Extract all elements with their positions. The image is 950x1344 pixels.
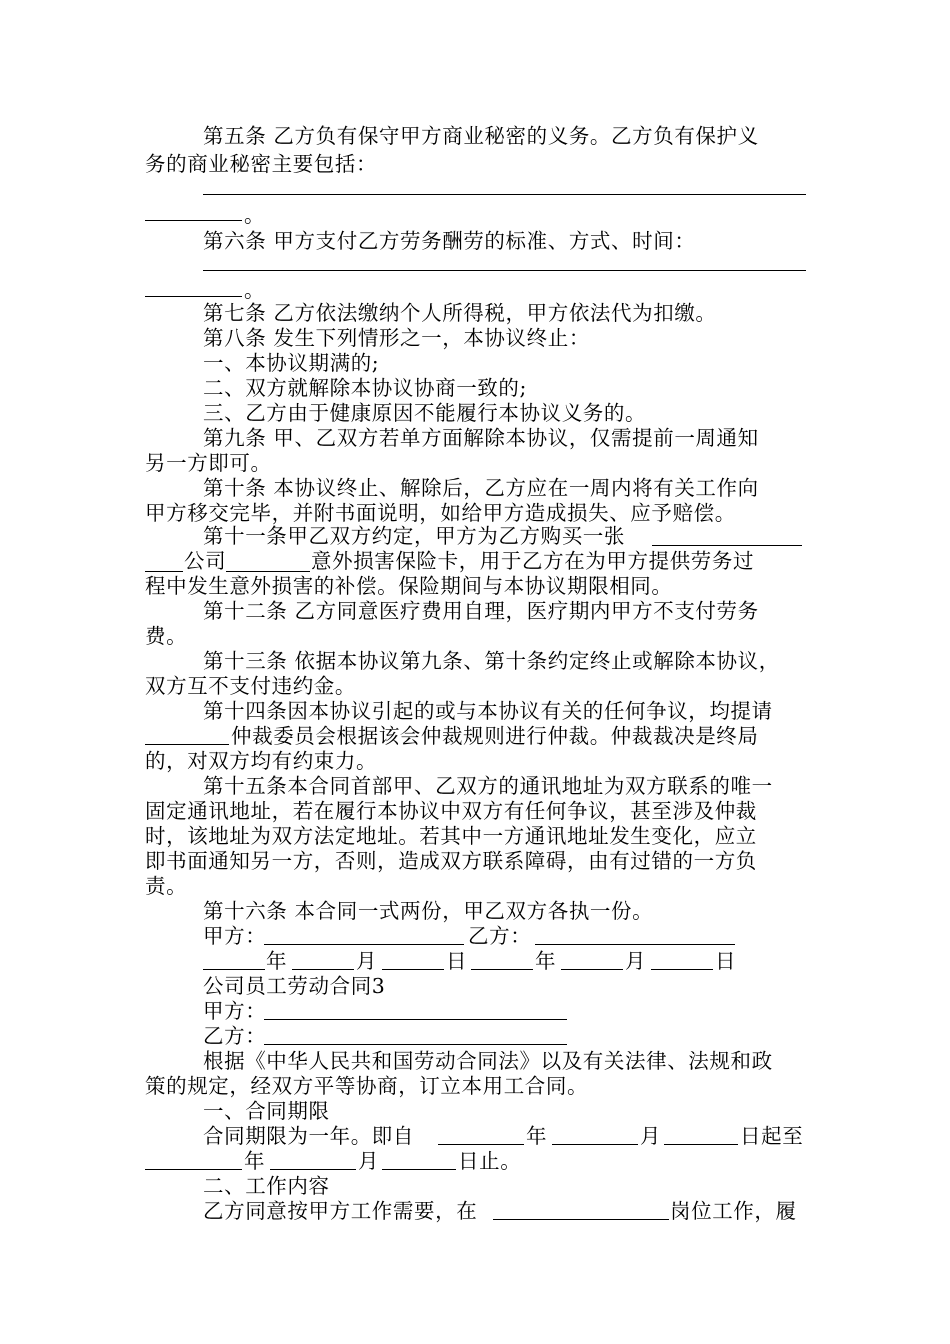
blank-underline <box>552 1144 638 1145</box>
blank-underline <box>264 944 464 945</box>
text-line: 第十一条甲乙双方约定，甲方为乙方购买一张 <box>203 524 625 548</box>
blank-underline <box>535 944 735 945</box>
blank-underline <box>203 194 806 195</box>
text-line: 日 <box>446 949 468 973</box>
text-line: 乙方同意按甲方工作需要，在 <box>203 1199 478 1223</box>
blank-underline <box>264 1044 567 1045</box>
text-line: 月 <box>358 1149 380 1173</box>
text-line: 根据《中华人民共和国劳动合同法》以及有关法律、法规和政 <box>203 1049 773 1073</box>
text-line: 日止。 <box>458 1149 522 1173</box>
text-line: 即书面通知另一方，否则，造成双方联系障碍，由有过错的一方负 <box>145 849 757 873</box>
text-line: 第六条 甲方支付乙方劳务酬劳的标准、方式、时间： <box>203 229 696 253</box>
blank-underline <box>226 571 310 572</box>
text-line: 意外损害保险卡，用于乙方在为甲方提供劳务过 <box>311 549 755 573</box>
text-line: 公司 <box>184 549 227 573</box>
section-heading: 二、工作内容 <box>203 1174 330 1198</box>
text-line: 二、双方就解除本协议协商一致的; <box>203 376 528 400</box>
text-line: 时，该地址为双方法定地址。若其中一方通讯地址发生变化，应立 <box>145 824 757 848</box>
text-line: 第十五条本合同首部甲、乙双方的通讯地址为双方联系的唯一 <box>203 774 773 798</box>
text-line: 另一方即可。 <box>145 451 272 475</box>
text-line: 第十四条因本协议引起的或与本协议有关的任何争议，均提请 <box>203 699 773 723</box>
text-line: 合同期限为一年。即自 <box>203 1124 414 1148</box>
text-line: 日起至 <box>740 1124 804 1148</box>
blank-underline <box>292 969 354 970</box>
blank-underline <box>651 969 713 970</box>
text-line: 日 <box>715 949 737 973</box>
text-line: 的，对双方均有约束力。 <box>145 749 378 773</box>
party-b-label: 乙方： <box>203 1024 267 1048</box>
text-line: 仲裁委员会根据该会仲裁规则进行仲裁。仲裁裁决是终局 <box>231 724 759 748</box>
text-line: 。 <box>244 278 266 302</box>
blank-underline <box>145 1169 242 1170</box>
blank-underline <box>145 296 242 297</box>
text-line: 程中发生意外损害的补偿。保险期间与本协议期限相同。 <box>145 574 673 598</box>
section-title: 公司员工劳动合同3 <box>203 974 386 998</box>
text-line: 第十六条 本合同一式两份，甲乙双方各执一份。 <box>203 899 654 923</box>
text-line: 固定通讯地址，若在履行本协议中双方有任何争议，甚至涉及仲裁 <box>145 799 757 823</box>
text-line: 岗位工作，履 <box>670 1199 797 1223</box>
text-line: 第十条 本协议终止、解除后，乙方应在一周内将有关工作向 <box>203 476 759 500</box>
text-line: 月 <box>356 949 378 973</box>
text-line: 年 <box>526 1124 548 1148</box>
text-line: 。 <box>244 203 266 227</box>
text-line: 年 <box>244 1149 266 1173</box>
party-a-label: 甲方： <box>203 999 267 1023</box>
text-line: 策的规定，经双方平等协商，订立本用工合同。 <box>145 1074 589 1098</box>
text-line: 务的商业秘密主要包括： <box>145 152 378 176</box>
blank-underline <box>145 571 183 572</box>
text-line: 费。 <box>145 624 188 648</box>
blank-underline <box>493 1219 669 1220</box>
blank-underline <box>270 1169 356 1170</box>
text-line: 月 <box>640 1124 662 1148</box>
text-line: 双方互不支付违约金。 <box>145 674 356 698</box>
text-line: 第十二条 乙方同意医疗费用自理，医疗期内甲方不支付劳务 <box>203 599 759 623</box>
blank-underline <box>145 744 229 745</box>
blank-underline <box>652 545 802 546</box>
blank-underline <box>382 1169 456 1170</box>
blank-underline <box>145 220 242 221</box>
text-line: 一、本协议期满的; <box>203 351 380 375</box>
text-line: 年 <box>535 949 557 973</box>
text-line: 第九条 甲、乙双方若单方面解除本协议，仅需提前一周通知 <box>203 426 759 450</box>
blank-underline <box>264 1019 567 1020</box>
text-line: 第十三条 依据本协议第九条、第十条约定终止或解除本协议， <box>203 649 780 673</box>
section-heading: 一、合同期限 <box>203 1099 330 1123</box>
blank-underline <box>561 969 623 970</box>
text-line: 月 <box>625 949 647 973</box>
party-b-label: 乙方： <box>468 924 532 948</box>
blank-underline <box>438 1144 524 1145</box>
text-line: 责。 <box>145 874 188 898</box>
blank-underline <box>664 1144 738 1145</box>
blank-underline <box>203 270 806 271</box>
text-line: 第八条 发生下列情形之一，本协议终止： <box>203 326 590 350</box>
text-line: 三、乙方由于健康原因不能履行本协议义务的。 <box>203 401 647 425</box>
blank-underline <box>382 969 444 970</box>
text-line: 年 <box>266 949 288 973</box>
text-line: 第七条 乙方依法缴纳个人所得税，甲方依法代为扣缴。 <box>203 301 717 325</box>
party-a-label: 甲方： <box>203 924 267 948</box>
blank-underline <box>471 969 533 970</box>
blank-underline <box>203 969 265 970</box>
text-line: 甲方移交完毕，并附书面说明，如给甲方造成损失、应予赔偿。 <box>145 501 736 525</box>
text-line: 第五条 乙方负有保守甲方商业秘密的义务。乙方负有保护义 <box>203 124 759 148</box>
